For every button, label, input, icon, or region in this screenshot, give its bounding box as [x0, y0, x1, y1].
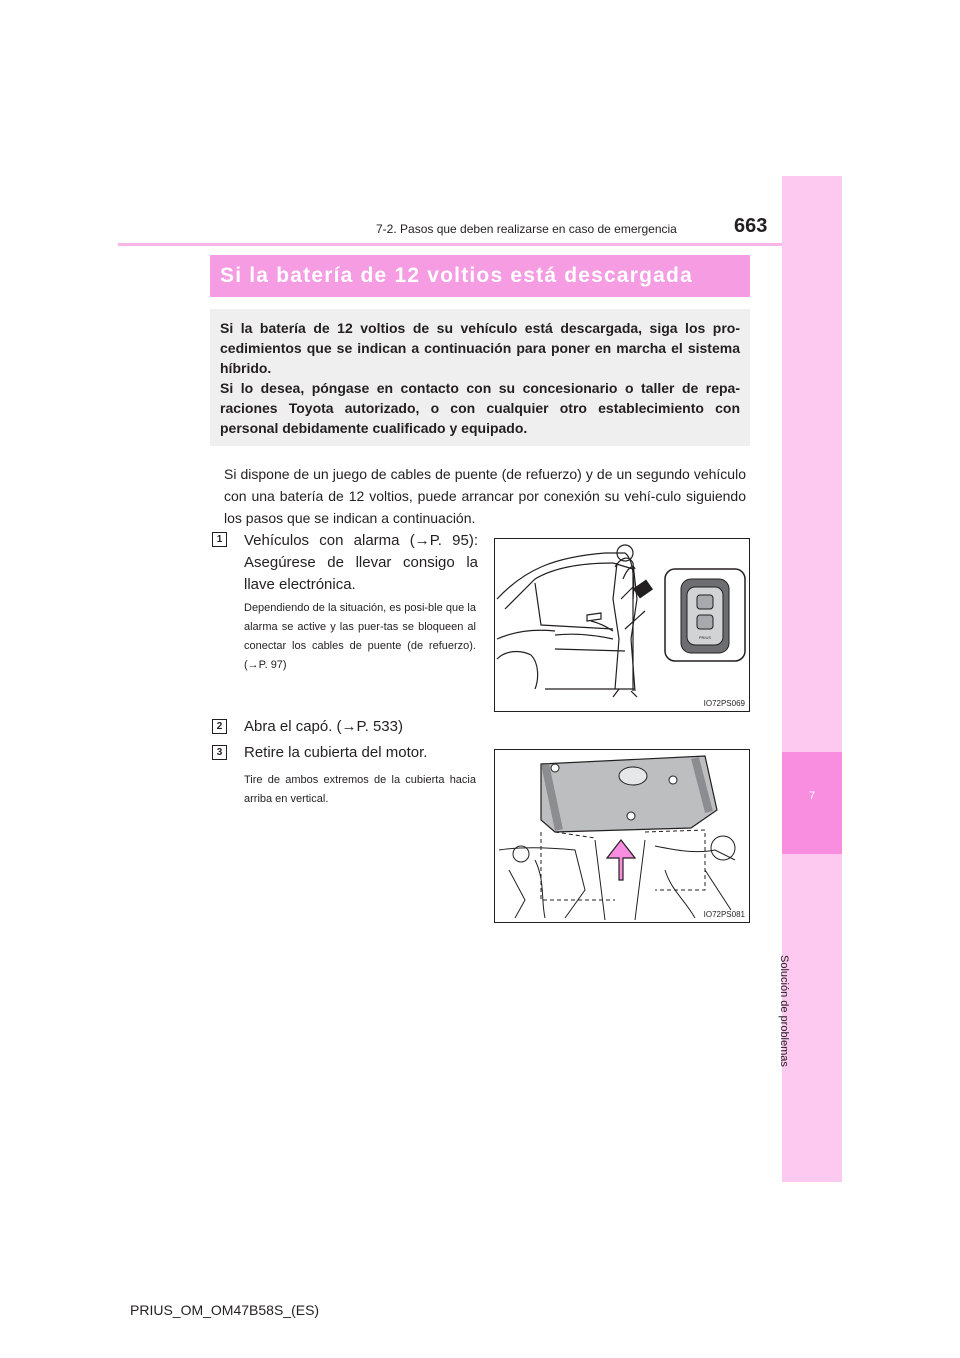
chapter-tab-highlight[interactable]: [782, 752, 842, 854]
step-number-1: 1: [212, 532, 227, 547]
chapter-title: Solución de problemas: [778, 955, 790, 1067]
header-rule: [118, 243, 782, 246]
topic-banner: [210, 255, 750, 297]
chapter-side-tab: [782, 176, 842, 1182]
smart-key-icon: [681, 579, 729, 653]
chapter-number: 7: [808, 790, 816, 802]
footer-doc-code: PRIUS_OM_OM47B58S_(ES): [130, 1302, 320, 1318]
step-2-text: Abra el capó. (→P. 533): [244, 718, 403, 735]
body-paragraph: Si dispone de un juego de cables de puente (de refuerzo) y de un segundo vehículo con una batería de 12 voltios, puede arrancar por conexión su vehí-culo siguiendo los pasos que se indican a continuación.: [224, 466, 746, 526]
intro-box: [210, 309, 750, 446]
step-number-3: 3: [212, 745, 227, 760]
car-door-illustration: [495, 539, 750, 712]
step-1-text: Vehículos con alarma (→P. 95): Asegúrese de llevar consigo la llave electrónica.: [244, 532, 478, 593]
step-3-text: Retire la cubierta del motor.: [244, 744, 428, 761]
step-number-2: 2: [212, 719, 227, 734]
intro-text-1: Si la batería de 12 voltios de su vehículo está descargada, siga los pro-cedimientos que se indican a continuación para poner en marcha el sistema híbrido.: [220, 320, 740, 376]
figure-car-door-key: [494, 538, 750, 712]
figure-code: IO72PS069: [703, 699, 745, 708]
step-3-note: Tire de ambos extremos de la cubierta hacia arriba en vertical.: [244, 774, 476, 805]
step-1-note: Dependiendo de la situación, es posi-ble que la alarma se active y las puer-tas se bloqueen al conectar los cables de puente (de refuerzo). (→P. 97): [244, 602, 476, 671]
page-number: 663: [734, 215, 768, 237]
topic-title: Si la batería de 12 voltios está descargada: [220, 264, 693, 287]
figure-engine-cover: [494, 749, 750, 923]
svg-text:PRIUS: PRIUS: [698, 635, 712, 640]
section-title: 7-2. Pasos que deben realizarse en caso de emergencia: [376, 222, 677, 236]
figure-code: IO72PS081: [703, 910, 745, 919]
engine-cover-illustration: [495, 750, 750, 923]
intro-text-2: Si lo desea, póngase en contacto con su concesionario o taller de repa-raciones Toyota autorizado, o con cualquier otro establecimiento con personal debidamente cualificado y equipado.: [220, 380, 740, 436]
